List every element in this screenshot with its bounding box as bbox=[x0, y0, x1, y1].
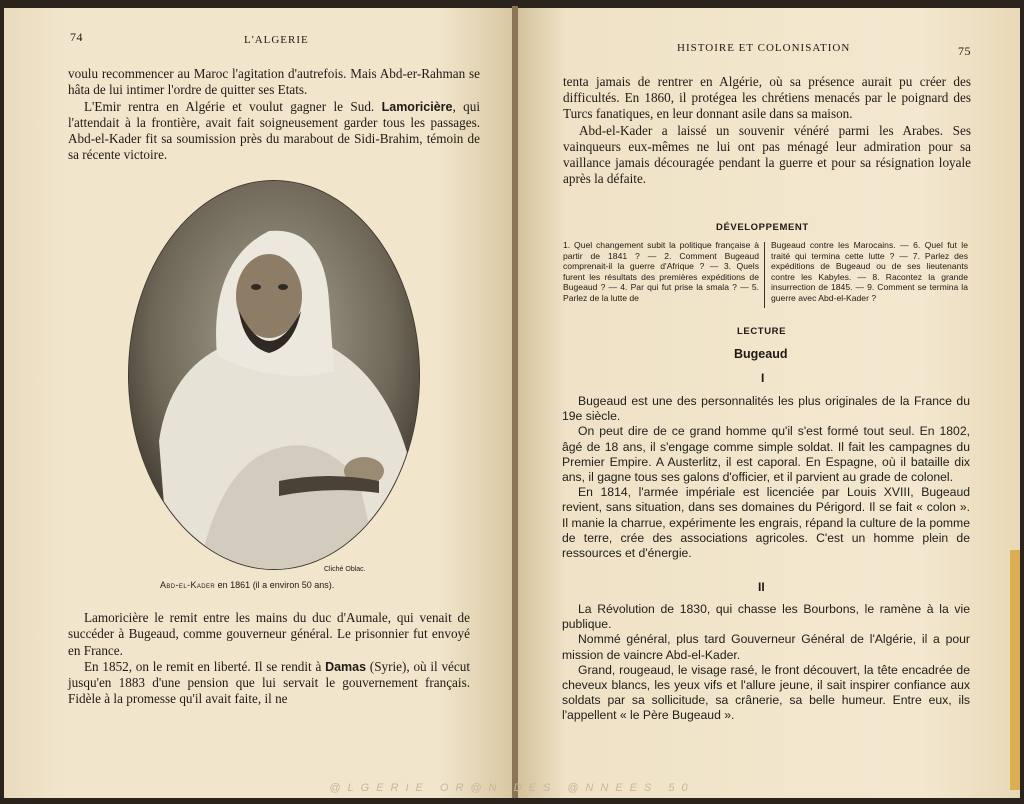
lecture-title: LECTURE bbox=[737, 326, 787, 337]
bold-name: Lamoricière bbox=[381, 99, 453, 114]
portrait-caption: Abd-el-Kader en 1861 (il a environ 50 ans). bbox=[160, 580, 335, 590]
photo-credit: Cliché Oblac. bbox=[324, 566, 366, 573]
paragraph: Lamoricière le remit entre les mains du duc d'Aumale, qui venait de succéder à Bugeaud, comme gouverneur général. Le prisonnier fut envoyé en France. bbox=[68, 610, 470, 658]
portrait-photo bbox=[128, 180, 420, 570]
development-column-1: 1. Quel changement subit la politique française à partir de 1841 ? — 2. Comment Bugeaud comprenait-il la guerre d'Afrique ? — 3. Quels furent les résultats des premières expéditions de Bugeaud ? — 4. Par qui fut prise la smala ? — 5. Parlez de la lutte de bbox=[563, 240, 759, 303]
paragraph: Nommé général, plus tard Gouverneur Général de l'Algérie, il a pour mission de vaincre Abd-el-Kader. bbox=[562, 632, 970, 662]
edge-strip bbox=[1010, 550, 1020, 790]
paragraph: Abd-el-Kader a laissé un souvenir vénéré parmi les Arabes. Ses vainqueurs eux-mêmes ne lui ont pas ménagé leur admiration pour sa vaillance jamais découragée pendant la guerre et pour sa résignation loyale après la défaite. bbox=[563, 122, 971, 187]
book-gutter bbox=[512, 6, 518, 798]
bold-place: Damas bbox=[325, 659, 367, 674]
development-title: DÉVELOPPEMENT bbox=[716, 222, 809, 233]
paragraph: En 1852, on le remit en liberté. Il se rendit à Damas (Syrie), où il vécut jusqu'en 1883 d'une pension que lui servait le gouvernement français. Fidèle à la promesse qu'il avait faite, il ne bbox=[68, 658, 471, 707]
section-2-text bbox=[562, 602, 970, 724]
right-page-number: 75 bbox=[958, 44, 971, 58]
left-bottom-text bbox=[68, 610, 470, 708]
right-top-text bbox=[563, 74, 971, 187]
paragraph: tenta jamais de rentrer en Algérie, où sa présence aurait pu créer des difficultés. En 1860, il protégea les chrétiens menacés par le poignard des Turcs fanatiques, en leur donnant asile dans sa maison. bbox=[563, 74, 971, 122]
paragraph: voulu recommencer au Maroc l'agitation d'autrefois. Mais Abd-er-Rahman se hâta de lui intimer l'ordre de quitter ses Etats. bbox=[68, 66, 480, 98]
section-numeral-1: I bbox=[761, 371, 765, 385]
left-top-text bbox=[68, 66, 480, 164]
portrait-illustration bbox=[129, 181, 419, 569]
right-running-head: HISTOIRE ET COLONISATION bbox=[677, 42, 851, 54]
paragraph: En 1814, l'armée impériale est licenciée par Louis XVIII, Bugeaud revient, sans situation, dans ses domaines du Périgord. Il se fait « colon ». Il manie la charrue, expérimente les engrais, répand la culture de la pomme de terre, crée des associations agricoles. C'est un homme plein de ressources et d'énergie. bbox=[562, 485, 970, 561]
paragraph: Grand, rougeaud, le visage rasé, le front découvert, la tête encadrée de cheveux blancs, les yeux vifs et l'allure jeune, il sait inspirer confiance aux soldats par sa sollicitude, sa crânerie, sa belle humeur. Entre eux, ils l'appellent « le Père Bugeaud ». bbox=[562, 662, 970, 723]
paragraph: On peut dire de ce grand homme qu'il s'est formé tout seul. En 1802, âgé de 18 ans, il s'engage comme simple soldat. Il fait les campagnes du Premier Empire. A Austerlitz, il est caporal. En Espagne, où il bataille dix ans, il gagne tous ses galons d'officier, et il parvient au grade de colonel. bbox=[562, 424, 970, 485]
section-1-text bbox=[562, 394, 970, 561]
column-divider bbox=[764, 242, 765, 308]
left-running-head: L'ALGERIE bbox=[244, 34, 309, 46]
left-page-number: 74 bbox=[70, 30, 83, 44]
caption-name: Abd-el-Kader bbox=[160, 580, 216, 590]
watermark: @LGERIE OR@N DES @NNEES 50 bbox=[329, 782, 695, 794]
section-numeral-2: II bbox=[758, 580, 765, 594]
paragraph: La Révolution de 1830, qui chasse les Bourbons, le ramène à la vie publique. bbox=[562, 602, 970, 632]
paragraph: Bugeaud est une des personnalités les plus originales de la France du 19e siècle. bbox=[562, 394, 970, 424]
lecture-subtitle: Bugeaud bbox=[734, 347, 788, 361]
development-column-2: Bugeaud contre les Marocains. — 6. Quel fut le traité qui termina cette lutte ? — 7. Parlez des expéditions de Bugeaud ou de ses lieutenants contre les Kabyles. — 8. Racontez la grande insurrection de 1845. — 9. Comment se termina la guerre avec Abd-el-Kader ? bbox=[771, 240, 968, 303]
paragraph: L'Emir rentra en Algérie et voulut gagner le Sud. Lamoricière, qui l'attendait à la frontière, avait fait soigneusement garder tous les passages. Abd-el-Kader fit sa soumission près du marabout de Sidi-Brahim, témoin de sa récente victoire. bbox=[68, 98, 481, 163]
